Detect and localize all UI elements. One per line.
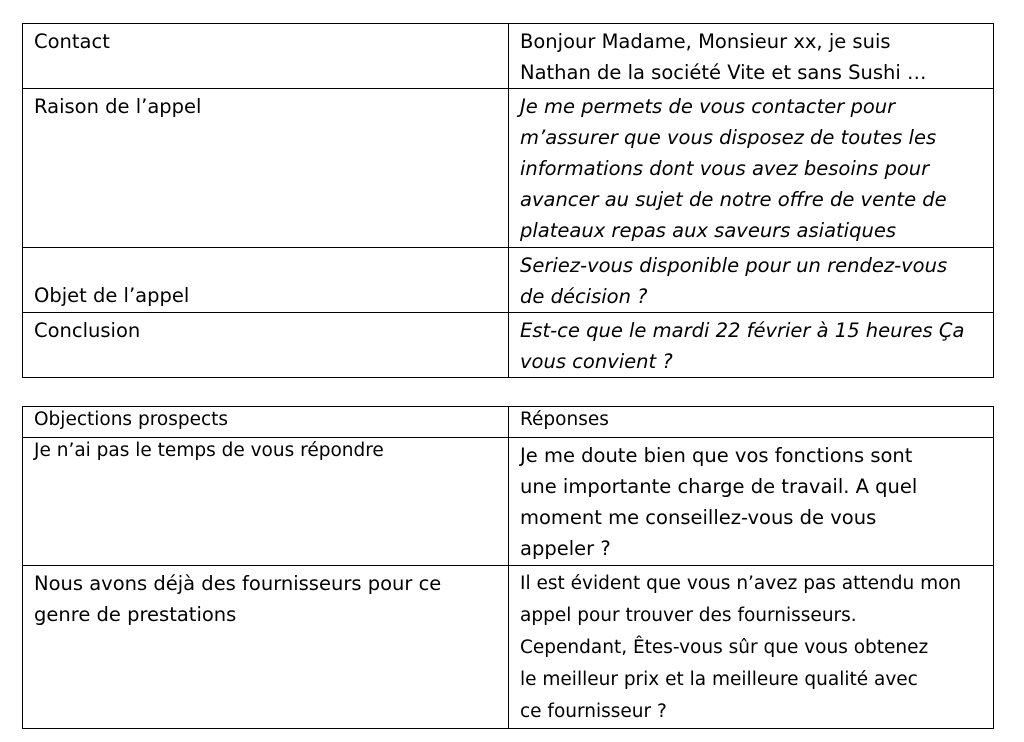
row-label: Raison de l’appel xyxy=(23,89,509,248)
objections-table xyxy=(22,406,994,729)
table-row xyxy=(23,566,994,729)
table-header-row xyxy=(23,407,994,438)
response-text: Il est évident que vous n’avez pas attendu mon appel pour trouver des fournisseurs. Cependant, Êtes-vous sûr que vous obtenez le meilleur prix et la meilleure qualité avec ce fournisseur ? xyxy=(509,566,994,729)
column-header: Objections prospects xyxy=(23,407,509,438)
row-text: Je me permets de vous contacter pour m’assurer que vous disposez de toutes les informations dont vous avez besoins pour avancer au sujet de notre offre de vente de plateaux repas aux saveurs asiatiques xyxy=(509,89,994,248)
column-header: Réponses xyxy=(509,407,994,438)
table-row xyxy=(23,248,994,313)
row-text: Est-ce que le mardi 22 février à 15 heures Ça vous convient ? xyxy=(509,313,994,378)
table-row xyxy=(23,89,994,248)
objection-text: Je n’ai pas le temps de vous répondre xyxy=(23,438,509,566)
row-label: Conclusion xyxy=(23,313,509,378)
objection-text: Nous avons déjà des fournisseurs pour ce genre de prestations xyxy=(23,566,509,729)
response-text: Je me doute bien que vos fonctions sont une importante charge de travail. A quel moment me conseillez-vous de vous appeler ? xyxy=(509,438,994,566)
table-row xyxy=(23,313,994,378)
row-text: Seriez-vous disponible pour un rendez-vous de décision ? xyxy=(509,248,994,313)
table-row xyxy=(23,438,994,566)
row-text: Bonjour Madame, Monsieur xx, je suis Nathan de la société Vite et sans Sushi … xyxy=(509,24,994,89)
row-label: Objet de l’appel xyxy=(23,248,509,313)
call-script-table xyxy=(22,23,994,378)
table-row xyxy=(23,24,994,89)
row-label: Contact xyxy=(23,24,509,89)
